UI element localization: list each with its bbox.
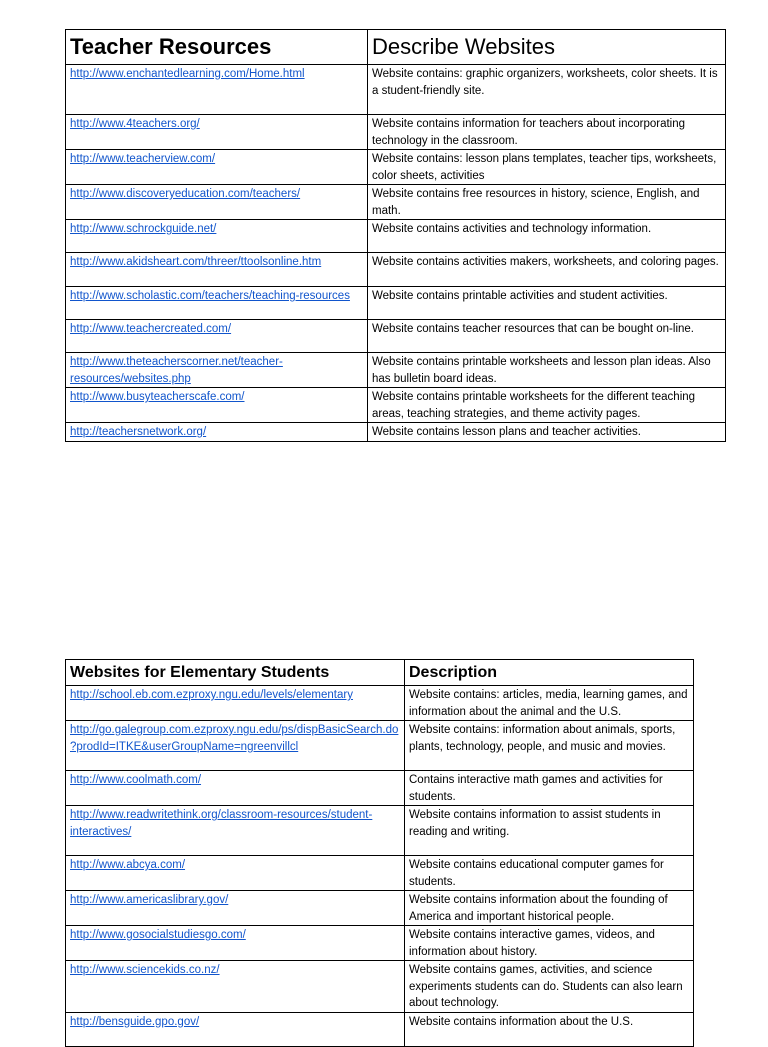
- website-description: Website contains information about the U.S.: [405, 1012, 694, 1046]
- table-row: [66, 806, 694, 856]
- website-description: Website contains: information about animals, sports, plants, technology, people, and music and movies.: [405, 721, 694, 771]
- resource-description: Website contains printable worksheets and lesson plan ideas. Also has bulletin board ideas.: [368, 353, 726, 388]
- elementary-websites-header: Websites for Elementary Students: [66, 660, 405, 686]
- resource-description: Website contains teacher resources that can be bought on-line.: [368, 320, 726, 353]
- table-row: [66, 1012, 694, 1046]
- table-row: [66, 185, 726, 220]
- website-link[interactable]: http://www.abcya.com/: [70, 859, 186, 871]
- table-row: [66, 856, 694, 891]
- resource-description: Website contains printable activities and student activities.: [368, 287, 726, 320]
- table-row: [66, 115, 726, 150]
- table-row: [66, 891, 694, 926]
- table-row: [66, 150, 726, 185]
- resource-link[interactable]: http://www.4teachers.org/: [70, 118, 200, 130]
- resource-link[interactable]: http://www.busyteacherscafe.com/: [70, 391, 245, 403]
- table-row: [66, 961, 694, 1013]
- table-header-row: [66, 660, 694, 686]
- table-row: [66, 287, 726, 320]
- table-row: [66, 771, 694, 806]
- website-link[interactable]: http://www.sciencekids.co.nz/: [70, 964, 220, 976]
- table-row: [66, 926, 694, 961]
- website-link[interactable]: http://www.americaslibrary.gov/: [70, 894, 229, 906]
- website-link[interactable]: http://go.galegroup.com.ezproxy.ngu.edu/ps/dispBasicSearch.do?prodId=ITKE&userGroupName=ngreenvillcl: [70, 724, 399, 753]
- resource-description: Website contains free resources in history, science, English, and math.: [368, 185, 726, 220]
- website-description: Contains interactive math games and activities for students.: [405, 771, 694, 806]
- resource-link[interactable]: http://www.scholastic.com/teachers/teaching-resources: [70, 290, 350, 302]
- website-link[interactable]: http://bensguide.gpo.gov/: [70, 1015, 200, 1028]
- resource-link[interactable]: http://www.schrockguide.net/: [70, 223, 217, 235]
- resource-link[interactable]: http://teachersnetwork.org/: [70, 426, 207, 438]
- resource-link[interactable]: http://www.teacherview.com/: [70, 153, 216, 165]
- resource-description: Website contains: graphic organizers, worksheets, color sheets. It is a student-friendly site.: [368, 65, 726, 115]
- website-description: Website contains information about the founding of America and important historical people.: [405, 891, 694, 926]
- teacher-resources-header: Teacher Resources: [66, 30, 368, 65]
- table-row: [66, 65, 726, 115]
- describe-websites-header: Describe Websites: [368, 30, 726, 65]
- website-description: Website contains interactive games, videos, and information about history.: [405, 926, 694, 961]
- table-row: [66, 721, 694, 771]
- resource-link[interactable]: http://www.enchantedlearning.com/Home.html: [70, 68, 305, 80]
- resource-link[interactable]: http://www.teachercreated.com/: [70, 323, 232, 335]
- website-link[interactable]: http://www.gosocialstudiesgo.com/: [70, 929, 246, 941]
- website-description: Website contains information to assist students in reading and writing.: [405, 806, 694, 856]
- table-row: [66, 423, 726, 442]
- table-row: [66, 320, 726, 353]
- description-header: Description: [405, 660, 694, 686]
- resource-description: Website contains lesson plans and teacher activities.: [368, 423, 726, 442]
- resource-description: Website contains printable worksheets for the different teaching areas, teaching strategies, and theme activity pages.: [368, 388, 726, 423]
- resource-description: Website contains: lesson plans templates, teacher tips, worksheets, color sheets, activities: [368, 150, 726, 185]
- website-link[interactable]: http://school.eb.com.ezproxy.ngu.edu/levels/elementary: [70, 689, 353, 701]
- teacher-resources-table: [65, 29, 726, 442]
- resource-link[interactable]: http://www.akidsheart.com/threer/ttoolsonline.htm: [70, 256, 322, 268]
- website-description: Website contains educational computer games for students.: [405, 856, 694, 891]
- website-link[interactable]: http://www.readwritethink.org/classroom-resources/student-interactives/: [70, 809, 373, 838]
- resource-description: Website contains activities makers, worksheets, and coloring pages.: [368, 253, 726, 287]
- website-link[interactable]: http://www.coolmath.com/: [70, 774, 202, 786]
- table-row: [66, 686, 694, 721]
- resource-description: Website contains activities and technology information.: [368, 220, 726, 253]
- resource-link[interactable]: http://www.discoveryeducation.com/teachers/: [70, 188, 301, 200]
- website-description: Website contains games, activities, and science experiments students can do. Students can also learn about technology.: [405, 961, 694, 1013]
- table-row: [66, 353, 726, 388]
- table-header-row: [66, 30, 726, 65]
- website-description: Website contains: articles, media, learning games, and information about the animal and the U.S.: [405, 686, 694, 721]
- resource-description: Website contains information for teachers about incorporating technology in the classroom.: [368, 115, 726, 150]
- table-row: [66, 220, 726, 253]
- elementary-websites-table: [65, 659, 694, 1047]
- table-row: [66, 388, 726, 423]
- table-row: [66, 253, 726, 287]
- resource-link[interactable]: http://www.theteacherscorner.net/teacher-resources/websites.php: [70, 356, 283, 385]
